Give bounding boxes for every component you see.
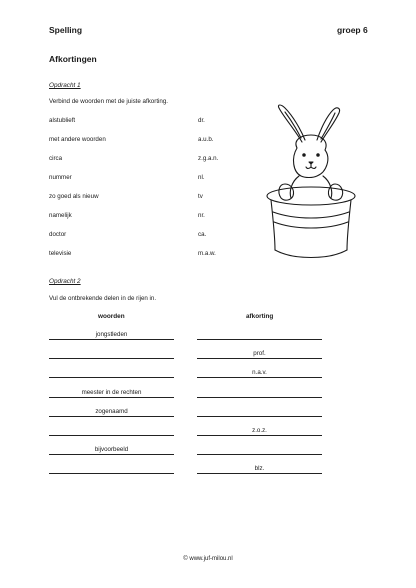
- abbreviation-cell[interactable]: z.o.z.: [252, 427, 267, 434]
- abbreviation-item: z.g.a.n.: [198, 155, 219, 162]
- abbreviation-cell[interactable]: n.a.v.: [252, 369, 267, 376]
- column-header-words: woorden: [98, 313, 125, 320]
- abbreviation-answer-line[interactable]: [197, 473, 322, 474]
- word-answer-line[interactable]: [49, 358, 174, 359]
- abbreviation-item: dr.: [198, 117, 205, 124]
- abbreviation-answer-line[interactable]: [197, 416, 322, 417]
- column-header-abbreviations: afkorting: [246, 313, 274, 320]
- word-item: alstublieft: [49, 117, 76, 124]
- grade-label: groep 6: [337, 25, 368, 35]
- word-answer-line[interactable]: [49, 377, 174, 378]
- rabbit-in-hat-icon: [255, 100, 365, 265]
- abbreviation-answer-line[interactable]: [197, 339, 322, 340]
- abbreviation-item: ca.: [198, 231, 207, 238]
- word-answer-line[interactable]: [49, 435, 174, 436]
- abbreviation-answer-line[interactable]: [197, 377, 322, 378]
- word-answer-line[interactable]: [49, 397, 174, 398]
- abbreviation-item: nl.: [198, 174, 205, 181]
- abbreviation-answer-line[interactable]: [197, 454, 322, 455]
- abbreviation-item: tv: [198, 193, 203, 200]
- task1-instruction: Verbind de woorden met de juiste afkorting.: [49, 98, 169, 105]
- task2-heading: Opdracht 2: [49, 278, 81, 285]
- word-answer-line[interactable]: [49, 416, 174, 417]
- word-cell[interactable]: bijvoorbeeld: [94, 446, 129, 453]
- word-item: zo goed als nieuw: [49, 193, 99, 200]
- footer-copyright: © www.juf-milou.nl: [183, 556, 233, 562]
- page-title: Afkortingen: [49, 54, 97, 64]
- word-item: met andere woorden: [49, 136, 106, 143]
- word-item: circa: [49, 155, 63, 162]
- word-item: nummer: [49, 174, 72, 181]
- abbreviation-cell[interactable]: prof.: [253, 350, 266, 357]
- abbreviation-item: nr.: [198, 212, 205, 219]
- word-item: doctor: [49, 231, 67, 238]
- abbreviation-item: a.u.b.: [198, 136, 214, 143]
- word-item: namelijk: [49, 212, 72, 219]
- abbreviation-answer-line[interactable]: [197, 358, 322, 359]
- word-cell[interactable]: meester in de rechten: [81, 389, 142, 396]
- subject-title: Spelling: [49, 25, 83, 35]
- word-cell[interactable]: jongstleden: [95, 331, 128, 338]
- word-answer-line[interactable]: [49, 339, 174, 340]
- abbreviation-item: m.a.w.: [198, 250, 216, 257]
- word-cell[interactable]: zogenaamd: [95, 408, 128, 415]
- abbreviation-answer-line[interactable]: [197, 435, 322, 436]
- word-answer-line[interactable]: [49, 473, 174, 474]
- abbreviation-cell[interactable]: blz.: [254, 465, 265, 472]
- word-item: televisie: [49, 250, 72, 257]
- task2-instruction: Vul de ontbrekende delen in de rijen in.: [49, 295, 157, 302]
- task1-heading: Opdracht 1: [49, 82, 81, 89]
- abbreviation-answer-line[interactable]: [197, 397, 322, 398]
- word-answer-line[interactable]: [49, 454, 174, 455]
